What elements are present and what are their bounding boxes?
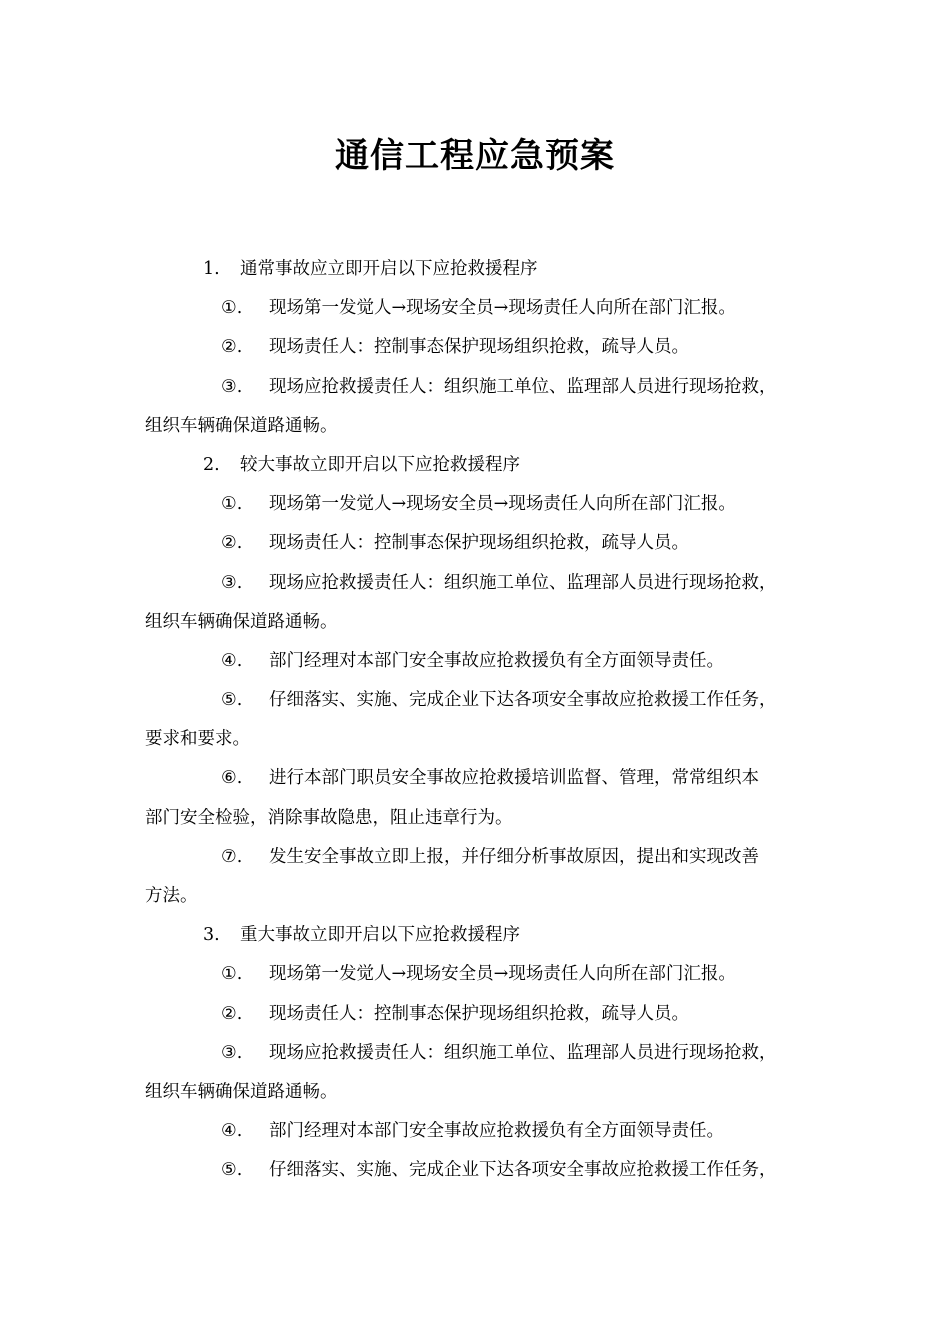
section-number: 3. [203, 925, 220, 946]
list-item [145, 1034, 815, 1073]
section-heading [145, 446, 815, 485]
list-item [145, 289, 815, 328]
item-text: 现场责任人：控制事态保护现场组织抢救，疏导人员。 [269, 1003, 689, 1024]
document-body [145, 250, 815, 1191]
item-text: 现场第一发觉人→现场安全员→现场责任人向所在部门汇报。 [269, 298, 736, 319]
list-item [145, 328, 815, 367]
item-text: 现场应抢救援责任人：组织施工单位、监理部人员进行现场抢救， [269, 1042, 777, 1063]
item-continuation: 要求和要求。 [145, 729, 250, 750]
item-continuation: 部门安全检验，消除事故隐患，阻止违章行为。 [145, 807, 513, 828]
item-continuation: 组织车辆确保道路通畅。 [145, 611, 338, 632]
item-number: ⑤. [221, 690, 243, 711]
item-continuation: 方法。 [145, 886, 198, 906]
document-title: 通信工程应急预案 [335, 136, 615, 176]
section-heading [145, 916, 815, 955]
list-item [145, 368, 815, 407]
item-number: ①. [221, 494, 243, 515]
item-number: ①. [221, 964, 243, 985]
list-item [145, 1151, 815, 1190]
item-number: ⑥. [221, 768, 243, 789]
item-text: 部门经理对本部门安全事故应抢救援负有全方面领导责任。 [269, 1121, 724, 1142]
item-number: ③. [221, 1042, 243, 1063]
section-heading-text: 通常事故应立即开启以下应抢救援程序 [240, 259, 538, 279]
item-number: ④. [221, 650, 243, 671]
item-number: ②. [221, 1003, 243, 1024]
item-text: 现场责任人：控制事态保护现场组织抢救，疏导人员。 [269, 337, 689, 358]
list-item [145, 995, 815, 1034]
list-item [145, 681, 815, 720]
item-continuation: 组织车辆确保道路通畅。 [145, 1081, 338, 1102]
section-number: 1. [203, 259, 220, 279]
item-number: ②. [221, 533, 243, 554]
item-text: 部门经理对本部门安全事故应抢救援负有全方面领导责任。 [269, 650, 724, 671]
item-number: ⑤. [221, 1160, 243, 1181]
item-number: ②. [221, 337, 243, 358]
list-item [145, 838, 815, 877]
item-text: 现场应抢救援责任人：组织施工单位、监理部人员进行现场抢救， [269, 572, 777, 593]
list-item [145, 485, 815, 524]
section-heading [145, 250, 815, 289]
item-text: 进行本部门职员安全事故应抢救援培训监督、管理，常常组织本 [269, 768, 759, 789]
item-number: ①. [221, 298, 243, 319]
item-number: ⑦. [221, 846, 243, 867]
item-text: 仔细落实、实施、完成企业下达各项安全事故应抢救援工作任务， [269, 1160, 777, 1181]
item-text: 仔细落实、实施、完成企业下达各项安全事故应抢救援工作任务， [269, 690, 777, 711]
section-number: 2. [203, 454, 220, 475]
item-text: 现场责任人：控制事态保护现场组织抢救，疏导人员。 [269, 533, 689, 554]
item-number: ④. [221, 1121, 243, 1142]
item-text: 现场第一发觉人→现场安全员→现场责任人向所在部门汇报。 [269, 964, 736, 985]
item-number: ③. [221, 376, 243, 397]
item-text: 发生安全事故立即上报，并仔细分析事故原因，提出和实现改善 [269, 846, 759, 867]
list-item [145, 1112, 815, 1151]
list-item [145, 524, 815, 563]
item-continuation: 组织车辆确保道路通畅。 [145, 415, 338, 436]
list-item [145, 642, 815, 681]
list-item [145, 759, 815, 798]
list-item [145, 955, 815, 994]
section-heading-text: 重大事故立即开启以下应抢救援程序 [240, 925, 520, 946]
item-number: ③. [221, 572, 243, 593]
section-heading-text: 较大事故立即开启以下应抢救援程序 [240, 454, 520, 475]
list-item [145, 564, 815, 603]
item-text: 现场应抢救援责任人：组织施工单位、监理部人员进行现场抢救， [269, 376, 777, 397]
item-text: 现场第一发觉人→现场安全员→现场责任人向所在部门汇报。 [269, 494, 736, 515]
